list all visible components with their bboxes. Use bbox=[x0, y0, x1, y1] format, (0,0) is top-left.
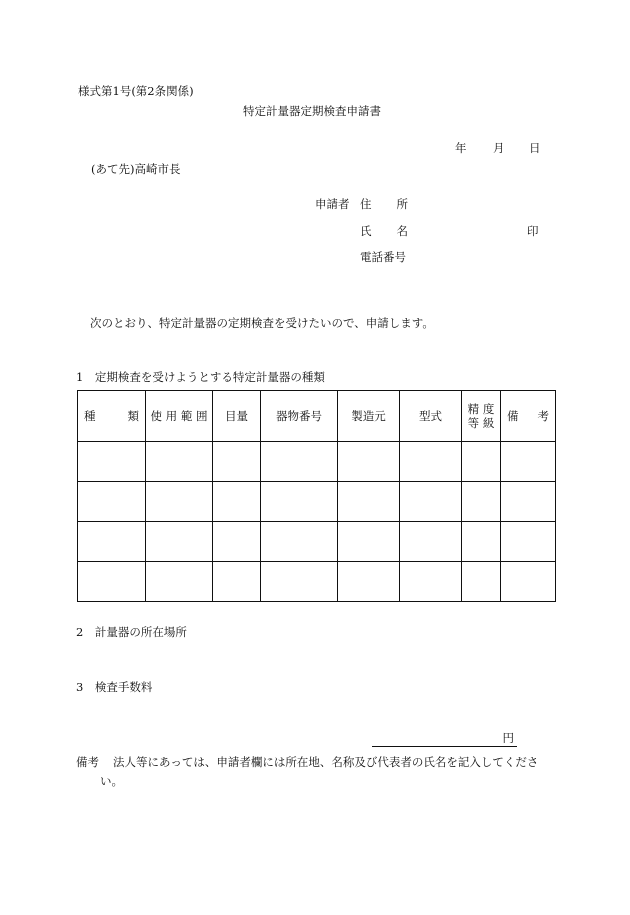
col-accuracy bbox=[462, 391, 501, 442]
application-statement: 次のとおり、特定計量器の定期検査を受けたいので、申請します。 bbox=[90, 316, 434, 330]
table-cell[interactable] bbox=[462, 482, 501, 522]
col-remarks-char-2: 考 bbox=[537, 409, 549, 423]
table-cell[interactable] bbox=[400, 482, 462, 522]
col-scale: 目量 bbox=[213, 391, 261, 442]
note-text-line-2: い。 bbox=[100, 774, 123, 788]
table-cell[interactable] bbox=[78, 522, 146, 562]
fee-field[interactable] bbox=[372, 729, 517, 747]
table-cell[interactable] bbox=[78, 442, 146, 482]
table-cell[interactable] bbox=[261, 562, 338, 602]
table-cell[interactable] bbox=[501, 562, 556, 602]
addressee: (あて先)高崎市長 bbox=[91, 162, 181, 176]
form-number: 様式第1号(第2条関係) bbox=[78, 84, 194, 98]
table-cell[interactable] bbox=[400, 562, 462, 602]
address-char-2: 所 bbox=[396, 197, 408, 211]
date-day: 日 bbox=[529, 141, 541, 155]
table-cell[interactable] bbox=[78, 562, 146, 602]
col-accuracy-line-1: 精 度 bbox=[467, 402, 495, 416]
form-title: 特定計量器定期検査申請書 bbox=[243, 104, 381, 118]
col-kind bbox=[78, 391, 146, 442]
col-kind-char-1: 種 bbox=[84, 409, 96, 423]
table-cell[interactable] bbox=[338, 522, 400, 562]
table-cell[interactable] bbox=[146, 482, 213, 522]
fee-unit: 円 bbox=[502, 731, 514, 745]
date-month: 月 bbox=[493, 141, 505, 155]
table-cell[interactable] bbox=[213, 562, 261, 602]
section3-heading: 3 検査手数料 bbox=[76, 680, 153, 694]
table-cell[interactable] bbox=[400, 522, 462, 562]
table-cell[interactable] bbox=[338, 482, 400, 522]
table-cell[interactable] bbox=[501, 522, 556, 562]
table-cell[interactable] bbox=[146, 522, 213, 562]
applicant-label: 申請者 bbox=[315, 197, 350, 211]
col-remarks bbox=[501, 391, 556, 442]
table-cell[interactable] bbox=[400, 442, 462, 482]
table-row bbox=[78, 522, 556, 562]
seal-mark: 印 bbox=[527, 224, 539, 238]
table-cell[interactable] bbox=[501, 442, 556, 482]
col-accuracy-line-2: 等 級 bbox=[467, 416, 495, 430]
col-remarks-char-1: 備 bbox=[507, 409, 519, 423]
table-cell[interactable] bbox=[146, 562, 213, 602]
table-cell[interactable] bbox=[261, 522, 338, 562]
address-char-1: 住 bbox=[360, 197, 372, 211]
col-maker: 製造元 bbox=[338, 391, 400, 442]
table-cell[interactable] bbox=[78, 482, 146, 522]
name-char-2: 名 bbox=[396, 224, 408, 238]
table-cell[interactable] bbox=[338, 562, 400, 602]
table-row bbox=[78, 562, 556, 602]
section2-heading: 2 計量器の所在場所 bbox=[76, 625, 187, 639]
table-cell[interactable] bbox=[462, 442, 501, 482]
note-label: 備考 bbox=[76, 755, 99, 769]
table-cell[interactable] bbox=[462, 562, 501, 602]
name-char-1: 氏 bbox=[360, 224, 372, 238]
table-cell[interactable] bbox=[462, 522, 501, 562]
col-range: 使 用 範 囲 bbox=[146, 391, 213, 442]
col-model: 型式 bbox=[400, 391, 462, 442]
name-label bbox=[360, 224, 408, 238]
table-cell[interactable] bbox=[338, 442, 400, 482]
address-label bbox=[360, 197, 408, 211]
note-text-line-1: 法人等にあっては、申請者欄には所在地、名称及び代表者の氏名を記入してくださ bbox=[113, 755, 539, 769]
table-cell[interactable] bbox=[261, 442, 338, 482]
table-cell[interactable] bbox=[213, 482, 261, 522]
meter-table bbox=[77, 390, 556, 602]
section1-heading: 1 定期検査を受けようとする特定計量器の種類 bbox=[76, 370, 325, 384]
date-year: 年 bbox=[455, 141, 467, 155]
phone-label: 電話番号 bbox=[360, 250, 406, 264]
col-serial: 器物番号 bbox=[261, 391, 338, 442]
table-cell[interactable] bbox=[213, 442, 261, 482]
table-header-row bbox=[78, 391, 556, 442]
table-cell[interactable] bbox=[261, 482, 338, 522]
table-row bbox=[78, 442, 556, 482]
table-cell[interactable] bbox=[213, 522, 261, 562]
table-cell[interactable] bbox=[501, 482, 556, 522]
table-row bbox=[78, 482, 556, 522]
col-kind-char-2: 類 bbox=[127, 409, 139, 423]
table-cell[interactable] bbox=[146, 442, 213, 482]
